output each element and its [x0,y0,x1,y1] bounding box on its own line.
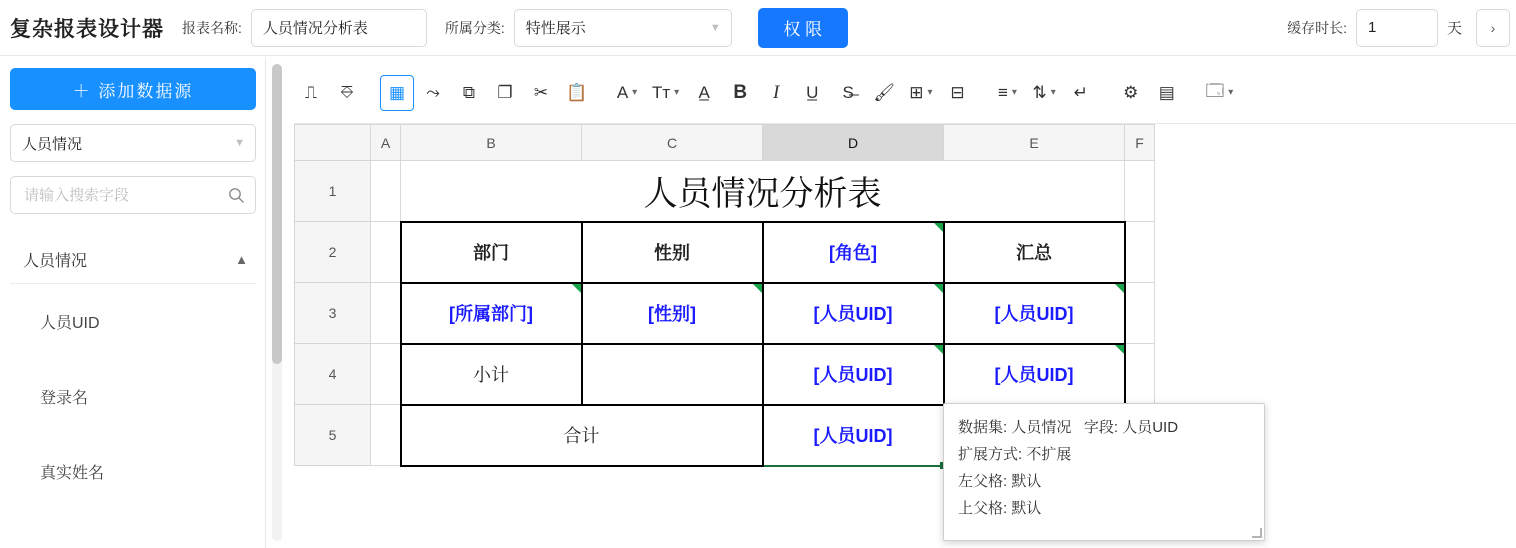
dataset-value: 人员情况 [1011,419,1072,436]
cell-f1[interactable] [1125,161,1155,222]
column-header-row [295,125,1155,161]
export-icon[interactable] [330,75,364,111]
field-label: 登录名 [40,390,89,407]
duplicate-icon[interactable] [488,75,522,111]
icon-glyph: 🗔 [1205,81,1225,100]
font-color-icon[interactable] [610,75,644,111]
icon-glyph: ▦ [388,82,406,102]
cell-e2[interactable]: 汇总 [944,222,1125,283]
cell-title-merged[interactable]: 人员情况分析表 [401,161,1125,222]
icon-glyph: ⊟ [950,82,965,102]
popup-line-top-parent: 上父格: 默认 [958,500,1042,517]
chevron-down-icon: ▾ [1011,87,1017,98]
cell-e3[interactable]: [人员UID] [944,283,1125,344]
field-label: 字段: [1083,419,1119,436]
icon-glyph: ⧉ [462,82,476,102]
chevron-down-icon: ▼ [709,21,721,34]
table-row[interactable] [295,222,1155,283]
fill-color-icon[interactable] [867,75,901,111]
report-design-canvas[interactable] [294,124,1516,548]
merge-cells-icon[interactable] [940,75,974,111]
column-header-b[interactable]: B [401,125,582,161]
cell-d5-text: [人员UID] [813,426,893,446]
cell-a3[interactable] [371,283,401,344]
icon-glyph: ≡ [998,82,1008,102]
column-header-e[interactable]: E [944,125,1125,161]
cache-duration-label: 缓存时长: [1287,19,1347,36]
bold-icon[interactable] [723,75,757,111]
table-row[interactable] [295,283,1155,344]
icon-glyph: ⎑ [340,82,354,102]
category-label: 所属分类: [444,19,505,36]
cell-b5-merged[interactable]: 合计 [401,405,763,466]
chevron-down-icon: ▾ [927,87,933,98]
field-search-box[interactable] [10,176,256,214]
icon-glyph: ⇅ [1032,82,1047,102]
category-select[interactable] [514,9,732,47]
popup-line-left-parent: 左父格: 默认 [958,473,1042,490]
chevron-down-icon: ▾ [1050,87,1056,98]
page-title: 复杂报表设计器 [10,17,164,41]
category-select-value: 特性展示 [525,20,586,37]
row-header-5[interactable]: 5 [295,405,371,466]
editor-toolbar [294,62,1516,124]
cell-d5-selected[interactable] [763,405,944,466]
cell-b4[interactable]: 小计 [401,344,582,405]
cell-a2[interactable] [371,222,401,283]
cell-f3[interactable] [1125,283,1155,344]
chevron-down-icon: ▼ [234,137,245,149]
datasource-select[interactable] [10,124,256,162]
grid-layout-icon[interactable] [380,75,414,111]
report-name-label: 报表名称: [182,19,242,36]
field-group-label: 人员情况 [23,253,88,270]
cell-c2[interactable]: 性别 [582,222,763,283]
paste-icon[interactable] [560,75,594,111]
cell-f2[interactable] [1125,222,1155,283]
wrap-text-icon[interactable] [1064,75,1098,111]
cell-info-popup [943,403,1265,541]
cell-a4[interactable] [371,344,401,405]
add-datasource-button[interactable]: ＋ 添加数据源 [10,68,256,110]
cell-d3[interactable]: [人员UID] [763,283,944,344]
cache-duration-group [1269,9,1516,47]
cell-f4[interactable] [1125,344,1155,405]
row-header-4[interactable]: 4 [295,344,371,405]
cell-d4[interactable]: [人员UID] [763,344,944,405]
copy-format-icon[interactable] [452,75,486,111]
dataset-label: 数据集: [958,419,1008,436]
icon-glyph: B [733,81,748,103]
chevron-up-icon[interactable]: ▲ [235,252,248,267]
row-header-2[interactable]: 2 [295,222,371,283]
sidebar-scrollbar-thumb[interactable] [272,64,282,364]
icon-glyph: ✂ [533,82,549,102]
cell-c4[interactable] [582,344,763,405]
icon-glyph: ▤ [1158,82,1175,102]
list-item[interactable] [10,434,256,509]
column-header-a[interactable]: A [371,125,401,161]
field-value: 人员UID [1122,419,1179,436]
icon-glyph: ⎍ [305,82,317,102]
icon-glyph: ⚙ [1123,82,1139,102]
chevron-right-icon: › [1490,19,1496,36]
icon-glyph: A̲ [698,82,710,102]
field-group-header[interactable] [10,236,256,284]
list-item[interactable] [10,284,256,359]
table-row[interactable] [295,344,1155,405]
cell-c3[interactable]: [性别] [582,283,763,344]
icon-glyph: ⤳ [426,82,440,102]
cell-b2[interactable]: 部门 [401,222,582,283]
datasource-select-value: 人员情况 [22,135,83,153]
icon-glyph: ↵ [1073,82,1088,102]
row-header-1[interactable]: 1 [295,161,371,222]
cell-d2[interactable]: [角色] [763,222,944,283]
list-item[interactable] [10,359,256,434]
conditional-format-icon[interactable] [1150,75,1184,111]
datasource-sidebar [0,57,266,548]
strikethrough-icon[interactable] [831,75,865,111]
chevron-down-icon: ▾ [674,87,680,98]
share-icon[interactable] [416,75,450,111]
cache-duration-unit: 天 [1446,20,1462,37]
select-all-corner[interactable] [295,125,371,161]
report-name-input[interactable] [251,9,427,47]
align-icon[interactable] [990,75,1024,111]
settings-icon[interactable] [1114,75,1148,111]
import-icon[interactable] [294,75,328,111]
vertical-align-icon[interactable] [1026,75,1061,111]
cell-a5[interactable] [371,405,401,466]
chevron-down-icon: ▾ [632,87,638,98]
column-header-f[interactable]: F [1125,125,1155,161]
cell-e4[interactable]: [人员UID] [944,344,1125,405]
icon-glyph: Tт [652,82,671,102]
font-size-icon[interactable] [646,75,685,111]
icon-glyph: ⊞ [909,82,924,102]
italic-icon[interactable] [759,75,793,111]
border-icon[interactable] [903,75,938,111]
text-underline-color-icon[interactable] [687,75,721,111]
resize-handle-icon[interactable] [1252,528,1262,538]
column-header-d[interactable]: D [763,125,944,161]
icon-glyph: 🖌 [873,82,895,102]
cell-b3[interactable]: [所属部门] [401,283,582,344]
search-input[interactable] [22,186,222,205]
icon-glyph: U̲ [806,82,819,102]
column-header-c[interactable]: C [582,125,763,161]
icon-glyph: 📋 [566,82,588,102]
field-label: 真实姓名 [40,465,105,482]
icon-glyph: A [616,82,629,102]
popup-line-expand: 扩展方式: 不扩展 [958,446,1072,463]
row-header-3[interactable]: 3 [295,283,371,344]
popup-line-dataset [958,414,1250,441]
preview-icon[interactable] [1200,75,1239,111]
top-header-bar [0,0,1516,56]
table-row[interactable] [295,161,1155,222]
cell-a1[interactable] [371,161,401,222]
more-actions-button[interactable] [1476,9,1510,47]
icon-glyph: I [773,81,780,103]
cut-icon[interactable] [524,75,558,111]
icon-glyph: S̶ [842,82,854,102]
cache-duration-input[interactable] [1356,9,1438,47]
icon-glyph: ❐ [497,82,513,102]
underline-icon[interactable] [795,75,829,111]
chevron-down-icon: ▾ [1228,87,1234,98]
field-label: 人员UID [40,315,100,332]
search-icon[interactable] [228,187,245,204]
permission-button[interactable]: 权 限 [758,8,848,48]
